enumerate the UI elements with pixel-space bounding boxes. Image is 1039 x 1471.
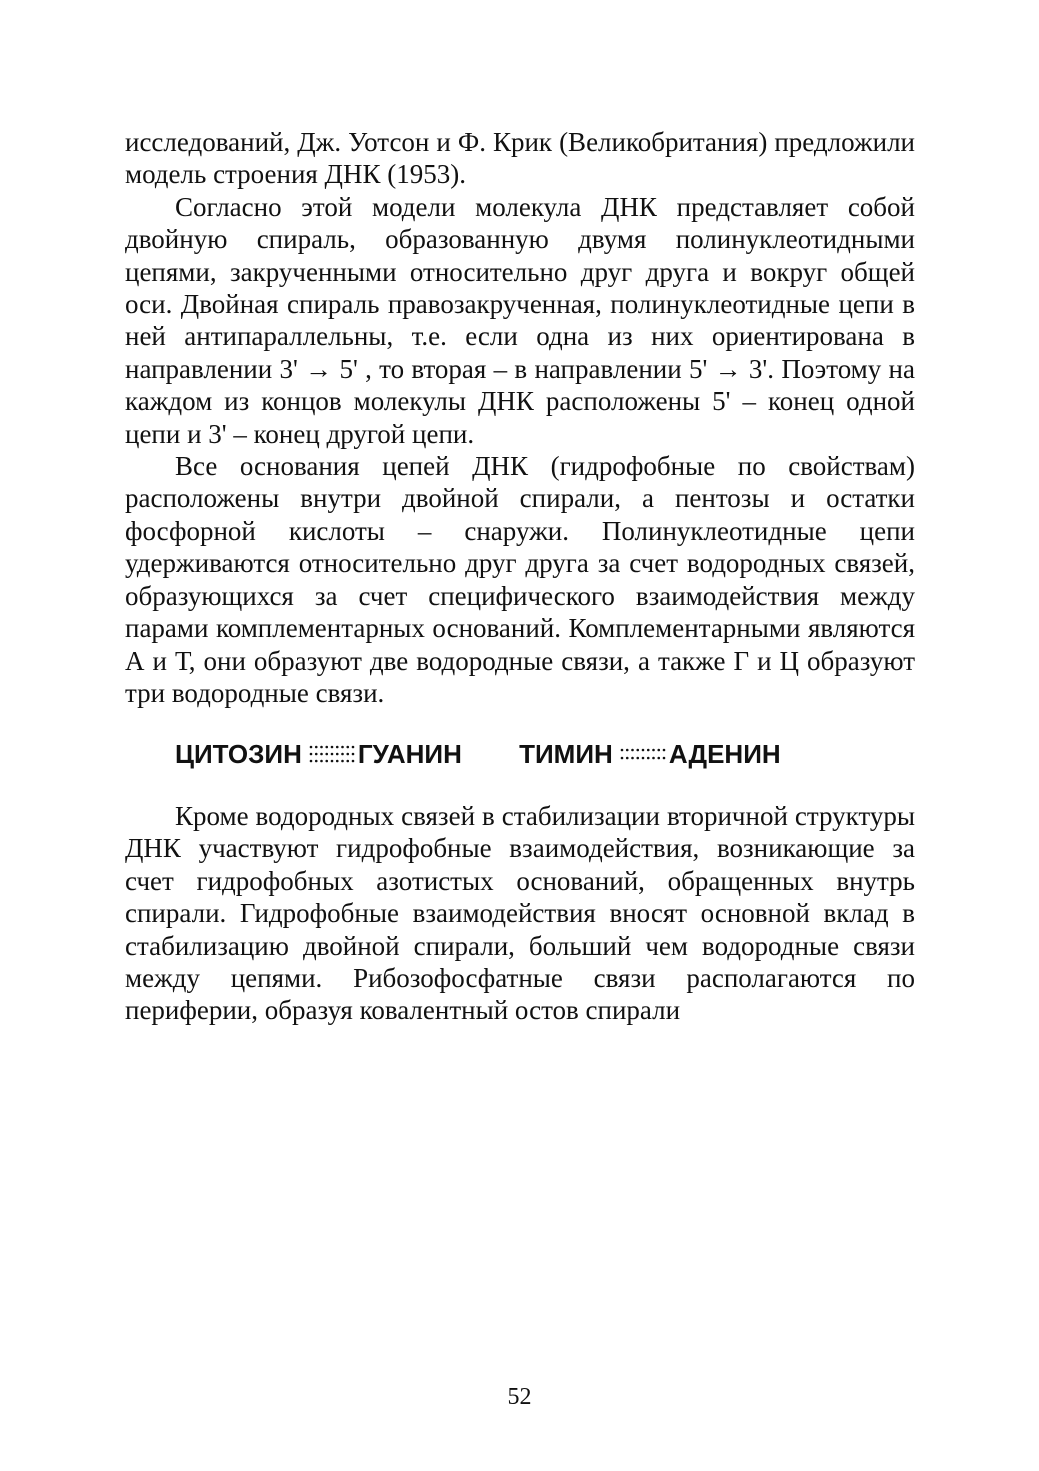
bond-dot [315, 753, 318, 756]
bond-dot [642, 757, 645, 760]
bond-dot [346, 753, 349, 756]
bond-dot [631, 757, 634, 760]
dotted-bond-graphic [619, 741, 667, 767]
base-pair-cytosine-guanine [175, 737, 462, 771]
bond-dot [325, 753, 328, 756]
bond-dot [631, 749, 634, 752]
text-block-top [125, 126, 915, 709]
bond-dot [341, 753, 344, 756]
bond-dot [325, 760, 328, 763]
bond-dot [352, 753, 355, 756]
bond-dot [341, 746, 344, 749]
hydrogen-bond-triple-dots [308, 741, 356, 767]
bond-dot [325, 746, 328, 749]
bond-dot [320, 746, 323, 749]
bond-dot [626, 757, 629, 760]
bond-dot [336, 753, 339, 756]
base-pair-thymine-adenine [519, 737, 781, 771]
paragraph: Согласно этой модели молекула ДНК представляет собой двойную спираль, образованную двумя полинуклеотидными цепями, закрученными относительно друг друга и вокруг общей оси. Двойная спираль правозакрученная, полинуклеотидные цепи в ней антипараллельны, т.е. если одна из них ориентирована в направлении 3' → 5' , то вторая – в направлении 5' → 3'. Поэтому на каждом из концов молекулы ДНК расположены 5' – конец одной цепи и 3' – конец другой цепи. [125, 191, 915, 449]
bond-dot [647, 757, 650, 760]
hydrogen-bond-double-dots [619, 741, 667, 767]
bond-dot [621, 749, 624, 752]
bond-dot [331, 760, 334, 763]
paragraph: Кроме водородных связей в стабилизации вторичной структуры ДНК участвуют гидрофобные взаимодействия, возникающие за счет гидрофобных азотистых оснований, обращенных внутрь спирали. Гидрофобные взаимодействия вносят основной вклад в стабилизацию двойной спирали, больший чем водородные связи между цепями. Рибозофосфатные связи располагаются по периферии, образуя ковалентный остов спирали [125, 801, 915, 1026]
bond-dot [626, 749, 629, 752]
bond-dot [336, 760, 339, 763]
bond-dot [331, 746, 334, 749]
bond-dot [341, 760, 344, 763]
base-label: ГУАНИН [357, 739, 462, 770]
bond-dot [320, 760, 323, 763]
bond-dot [636, 749, 639, 752]
bond-dot [642, 749, 645, 752]
base-label: АДЕНИН [668, 739, 781, 770]
bond-dot [652, 749, 655, 752]
bond-dot [336, 746, 339, 749]
bond-dot [636, 757, 639, 760]
bond-dot [352, 760, 355, 763]
paragraph: исследований, Дж. Уотсон и Ф. Крик (Великобритания) предложили модель строения ДНК (1953). [125, 127, 915, 190]
bond-dot [663, 757, 666, 760]
bond-dot [346, 760, 349, 763]
bond-dot [320, 753, 323, 756]
dotted-bond-graphic [308, 741, 356, 767]
bond-dot [657, 749, 660, 752]
bond-dot [315, 760, 318, 763]
bond-dot [663, 749, 666, 752]
bond-dot [346, 746, 349, 749]
page-number: 52 [507, 1384, 532, 1410]
bond-dot [647, 749, 650, 752]
bond-dot [310, 746, 313, 749]
bond-dot [315, 746, 318, 749]
base-pairs [175, 735, 781, 771]
bond-dot [657, 757, 660, 760]
bond-dot [621, 757, 624, 760]
bond-dot [310, 760, 313, 763]
base-label: ЦИТОЗИН [175, 739, 302, 770]
bond-dot [652, 757, 655, 760]
bond-dot [331, 753, 334, 756]
paragraph: Все основания цепей ДНК (гидрофобные по свойствам) расположены внутри двойной спирали, а пентозы и остатки фосфорной кислоты – снаружи. Полинуклеотидные цепи удерживаются относительно друг друга за счет водородных связей, образующихся за счет специфического взаимодействия между парами комплементарных оснований. Комплементарными являются А и Т, они образуют две водородные связи, а также Г и Ц образуют три водородные связи. [125, 451, 915, 708]
base-label: ТИМИН [519, 739, 613, 770]
text-block-bottom [125, 800, 915, 1027]
bond-dot [352, 746, 355, 749]
bond-dot [310, 753, 313, 756]
